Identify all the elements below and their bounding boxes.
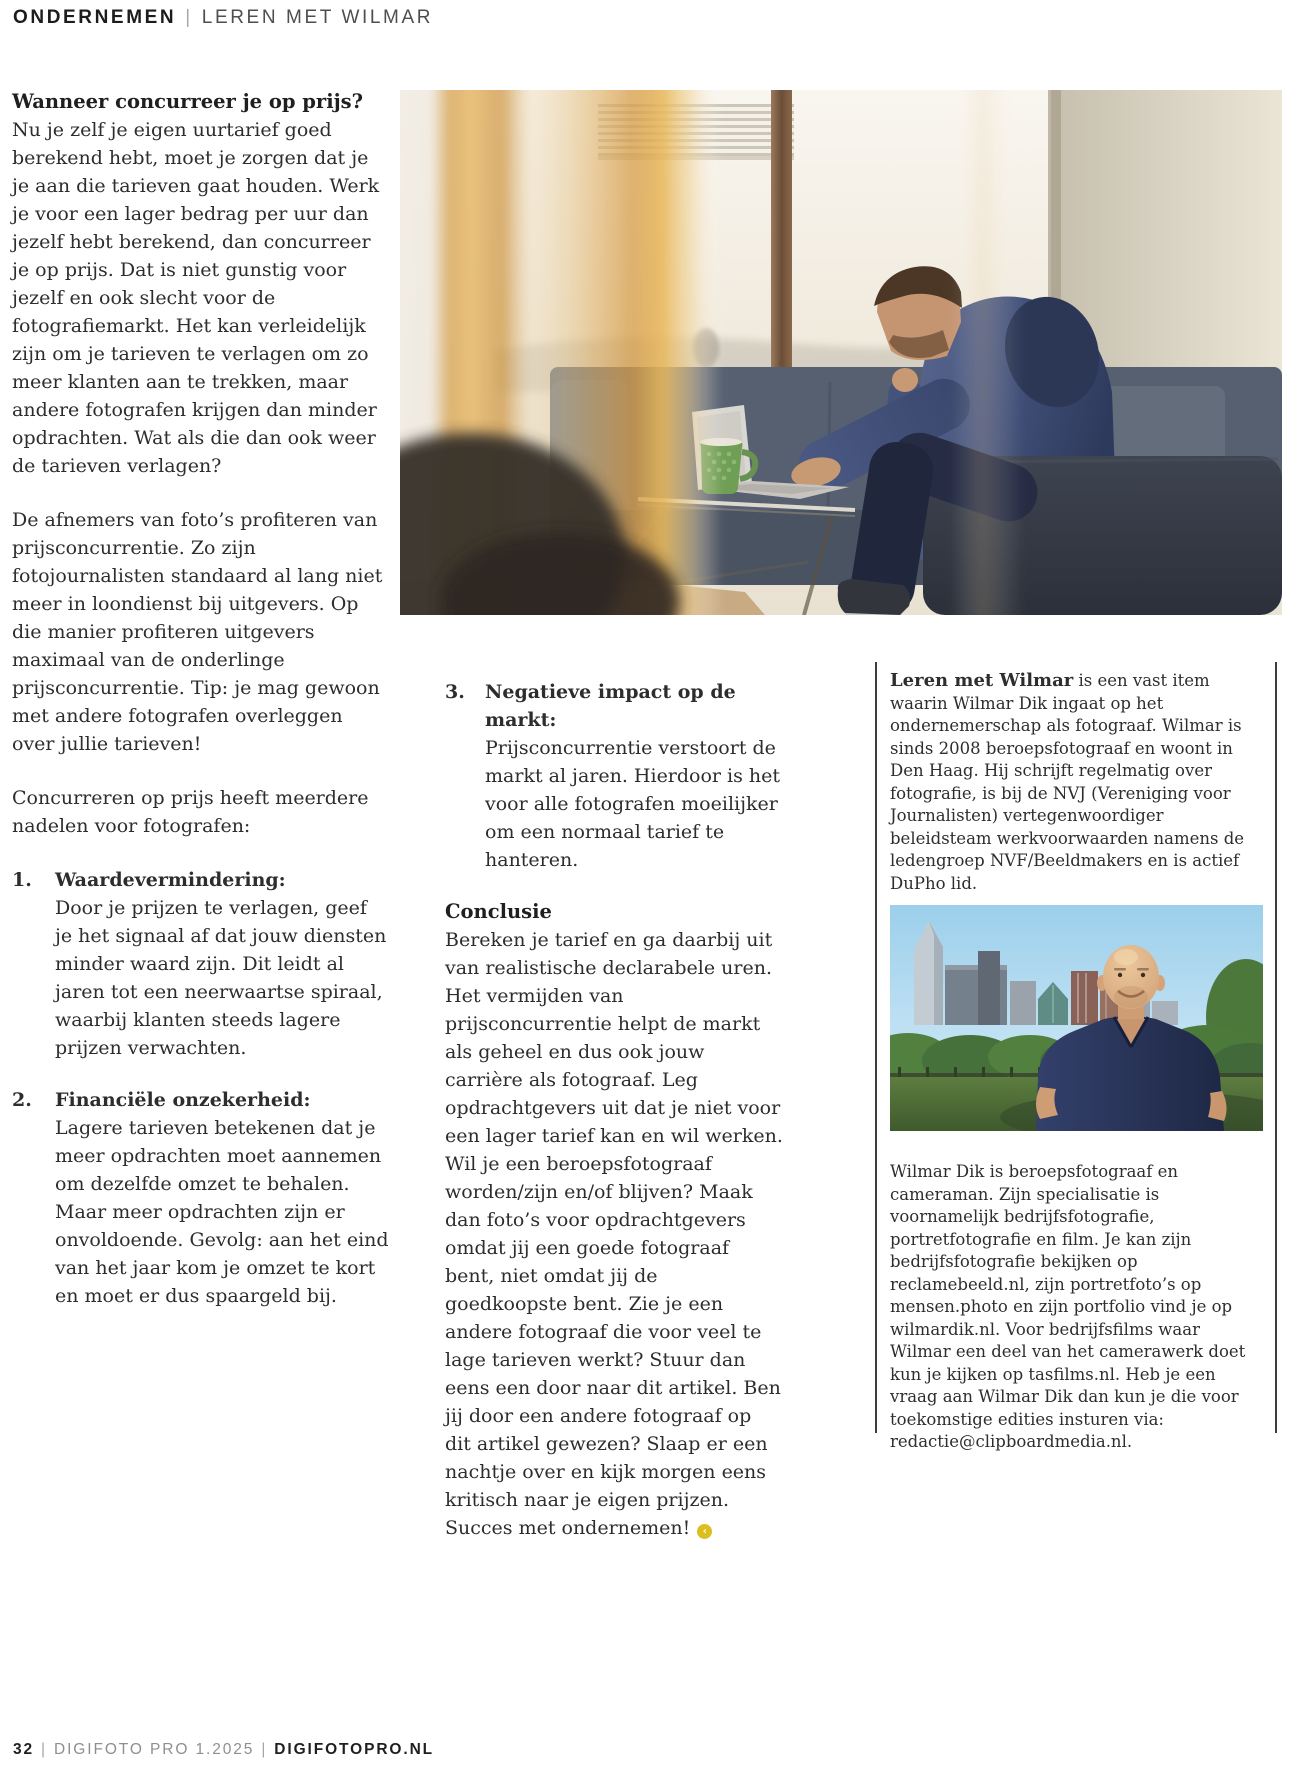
article-column-left	[12, 88, 390, 1334]
list-item-2	[12, 1086, 390, 1310]
leren-met-wilmar-sidebar	[875, 662, 1277, 1451]
list-item-3	[445, 678, 783, 874]
footer-site-label: DIGIFOTOPRO.NL	[274, 1741, 435, 1758]
article-paragraph-1: Nu je zelf je eigen uurtarief goed berekend hebt, moet je zorgen dat je je aan die tarieven gaat houden. Werk je voor een lager bedrag per uur dan jezelf hebt berekend, dan concurreer je op prijs. Dat is niet gunstig voor jezelf en ook slecht voor de fotografiemarkt. Het kan verleidelijk zijn om je tarieven te verlagen om zo meer klanten aan te trekken, maar andere fotografen krijgen dan minder opdrachten. Wat als die dan ook weer de tarieven verlagen?	[12, 119, 380, 477]
main-article-photo	[400, 90, 1282, 615]
footer-divider: |	[261, 1741, 268, 1758]
wilmar-portrait-photo	[890, 905, 1263, 1131]
portrait-illustration	[890, 905, 1263, 1131]
list-item-number: 1.	[12, 869, 32, 891]
footer-divider: |	[41, 1741, 47, 1758]
article-subhead: Wanneer concurreer je op prijs?	[12, 90, 364, 113]
article-column-middle	[445, 678, 783, 1568]
list-item-title: Negatieve impact op de markt:	[485, 681, 736, 731]
kicker-section-label: ONDERNEMEN	[13, 7, 177, 28]
page-kicker	[13, 7, 433, 29]
conclusion-heading: Conclusie	[445, 900, 552, 923]
article-end-icon: ‹	[697, 1524, 712, 1539]
list-item-title: Waardevermindering:	[55, 869, 286, 891]
article-paragraph-2: De afnemers van foto’s profiteren van prijsconcurrentie. Zo zijn fotojournalisten standaard al lang niet meer in loondienst bij uitgevers. Op die manier profiteren uitgevers maximaal van de onderlinge prijsconcurrentie. Tip: je mag gewoon met andere fotografen overleggen over jullie tarieven!	[12, 509, 383, 755]
page-footer	[13, 1741, 434, 1759]
list-item-number: 2.	[12, 1089, 32, 1111]
page-number: 32	[13, 1741, 35, 1758]
list-item-title: Financiële onzekerheid:	[55, 1089, 311, 1111]
footer-magazine-label: DIGIFOTO PRO 1.2025	[53, 1741, 255, 1758]
list-item-text: Door je prijzen te verlagen, geef je het signaal af dat jouw diensten minder waard zijn. Dit leidt al jaren tot een neerwaartse spiraal, waarbij klanten steeds lagere prijzen verwachten.	[55, 897, 387, 1059]
conclusion-paragraph	[445, 926, 783, 1542]
list-item-1	[12, 866, 390, 1062]
list-item-number: 3.	[445, 681, 465, 703]
sidebar-intro-lead: Leren met Wilmar	[890, 670, 1074, 691]
sidebar-intro-text: is een vast item waarin Wilmar Dik ingaat op het ondernemerschap als fotograaf. Wilmar is sinds 2008 beroepsfotograaf en woont in Den Haag. Hij schrijft regelmatig over fotografie, is bij de NVJ (Vereniging voor Journalisten) vertegenwoordiger beleidsteam werkvoorwaarden namens de ledengroep NVF/Beeldmakers en is actief DuPho lid.	[890, 671, 1245, 893]
sidebar-intro	[890, 670, 1263, 895]
list-item-text: Prijsconcurrentie verstoort de markt al jaren. Hierdoor is het voor alle fotografen moeilijker om een normaal tarief te hanteren.	[485, 737, 781, 871]
kicker-title-label: LEREN MET WILMAR	[201, 7, 434, 28]
list-item-text: Lagere tarieven betekenen dat je meer opdrachten moet aannemen om dezelfde omzet te behalen. Maar meer opdrachten zijn er onvoldoende. Gevolg: aan het eind van het jaar kom je omzet te kort en moet er dus spaargeld bij.	[55, 1117, 389, 1307]
kicker-divider: |	[185, 7, 193, 28]
article-paragraph-3: Concurreren op prijs heeft meerdere nadelen voor fotografen:	[12, 787, 369, 837]
conclusion-text: Bereken je tarief en ga daarbij uit van realistische declarabele uren. Het vermijden van prijsconcurrentie helpt de markt als geheel en dus ook jouw carrière als fotograaf. Leg opdrachtgevers uit dat je niet voor een lager tarief kan en wil werken. Wil je een beroepsfotograaf worden/zijn en/of blijven? Maak dan foto’s voor opdrachtgevers omdat jij een goede fotograaf bent, niet omdat jij de goedkoopste bent. Zie je een andere fotograaf die voor veel te lage tarieven werkt? Stuur dan eens een door naar dit artikel. Ben jij door een andere fotograaf op dit artikel gewezen? Slaap er een nachtje over en kijk morgen eens kritisch naar je eigen prijzen. Succes met ondernemen!	[445, 929, 783, 1539]
sidebar-caption: Wilmar Dik is beroepsfotograaf en cameraman. Zijn specialisatie is voornamelijk bedrijfsfotografie, portretfotografie en film. Je kan zijn bedrijfsfotografie bekijken op reclamebeeld.nl, zijn portretfoto’s op mensen.photo en zijn portfolio vind je op wilmardik.nl. Voor bedrijfsfilms waar Wilmar een deel van het camerawerk doet kun je kijken op tasfilms.nl. Heb je een vraag aan Wilmar Dik dan kun je die voor toekomstige edities insturen via: redactie@clipboardmedia.nl.	[890, 1162, 1246, 1451]
main-photo-illustration	[400, 90, 1282, 615]
